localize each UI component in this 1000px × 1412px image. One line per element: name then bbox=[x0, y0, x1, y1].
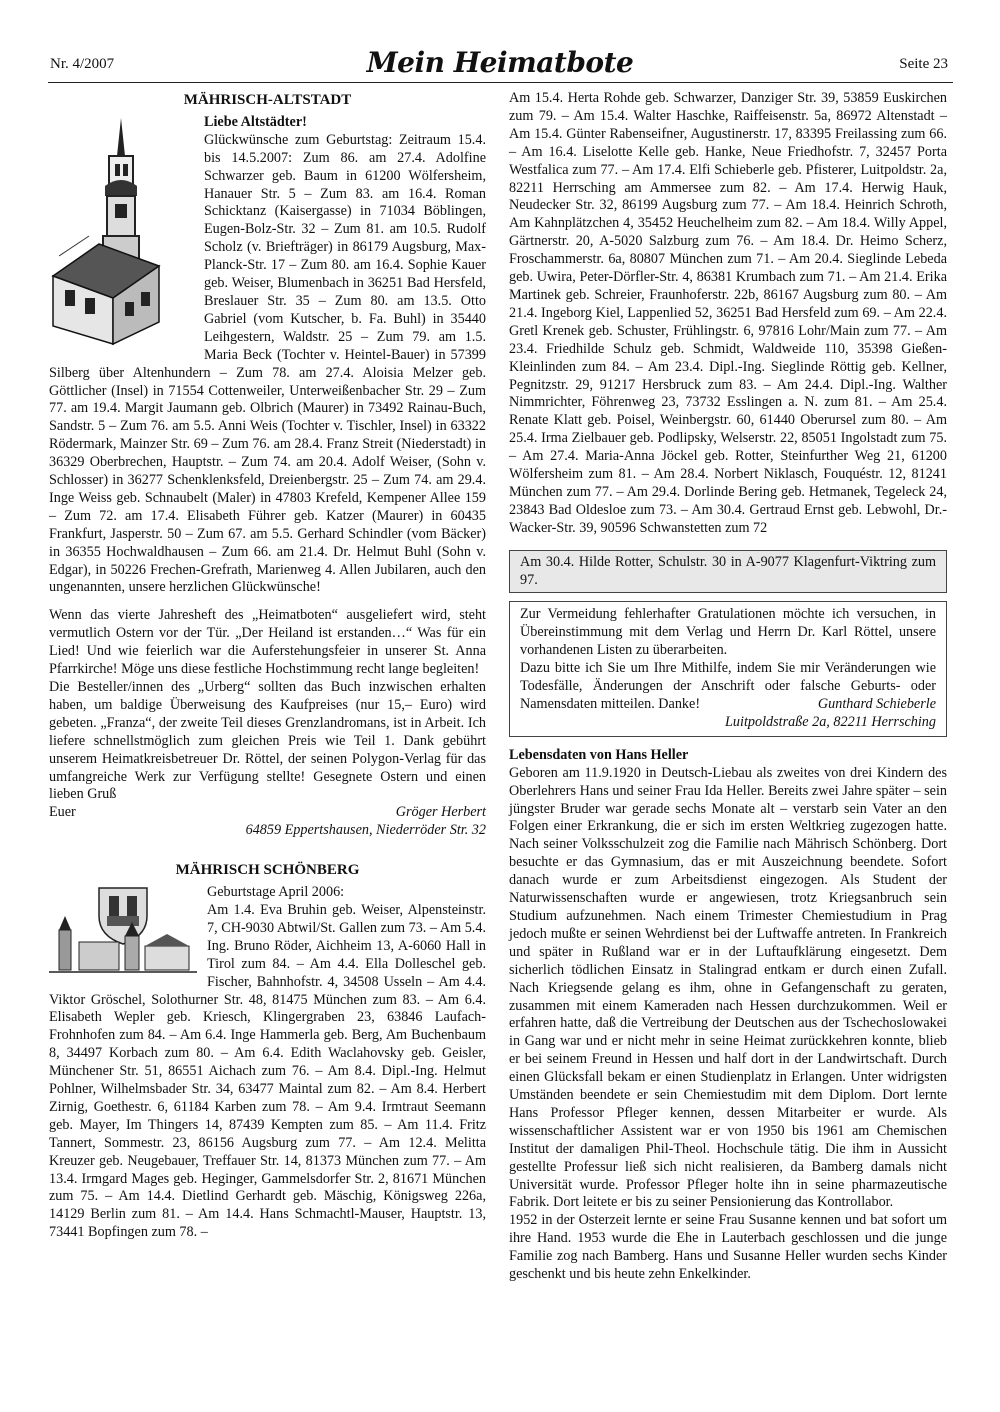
birthday-intro-schoenberg: Geburtstage April 2006: bbox=[207, 884, 345, 901]
bio-text: Geboren am 11.9.1920 in Deutsch-Liebau als zweites von drei Kindern des Oberlehrers Hans und seiner Frau Ida Heller. Bereits zwei Jahre später – sein jüngster Bruder war gerade sechs Monate alt – verstarb sein Vater an den Folgen einer Erkrankung, die er sich im ersten Weltkrieg zugezogen hatte. Nach seiner Volksschulzeit zog die Familie nach Mährisch Schönberg. Dort besuchte er das Gymnasium, das er mit Auszeichnung beendete. Sofort danach wurde er zum Arbeitsdienst eingezogen. Als Student der Naturwissenschaften wurde er angewiesen, trotz Kriegsanbruch sein Studium aufzunehmen. Nach einem Trimester Chemiestudium in Prag jedoch mußte er seinen Wehrdienst bei der Luftwaffe antreten. In Frankreich und später in Rußland war er in der Luftaufklärung eingesetzt. Dem sicherlich tödlichen Einsatz in Stalingrad entkam er durch einen Zufall. Nach Kriegsende gelang es ihm, ohne in Gefangenschaft zu geraten, zusammen mit einem Kameraden nach Hessen durchzukommen. Weil er erfahren hatte, daß die Vertreibung der Deutschen aus der Tschechoslowakei in Gang war und er nicht mehr in seine Heimat zurückkehren konnte, blieb er bei seinem Freund in Hessen und half dort in der Landwirtschaft. Durch einen Glücksfall bekam er einen Studienplatz in Erlangen. Unter widrigsten Umständen beendete er sein Chemiestudim mit dem Diplom. Dort lernte Hans Professor Pfleger kennen, dessen Mitarbeiter er wurde. Als wissenschaftlicher Assistent war er von 1950 bis 1961 am Chemischen Institut der damaligen Phil-Theol. Hochschule tätig. Die ihm in Aussicht gestellte Professur ließ sich nicht realisieren, da Bamberg damals nicht Universität wurde. Professor Pfleger holte ihn in seine pharmazeutische Fabrik. Dort leitete er bis zu seiner Pensionierung das Kontrollabor. bbox=[509, 764, 947, 1211]
signature-row bbox=[49, 804, 486, 822]
book-paragraph: Die Besteller/innen des „Urberg“ sollten das Buch inzwischen erhalten haben, um baldige Überweisung des Kaufpreises (nur 15,– Euro) wird gebeten. „Franza“, der zweite Teil dieses Grenzlandromans, ist in Arbeit. Ich liefere schnellstmöglich zum gleichen Preis wie Teil 1. Dank gebührt unserem Heimatkreisbetreuer Dr. Röttel, der seinen Polygon-Verlag für das umfangreiche Werk zur Verfügung stellte! Gesegnete Ostern und einen lieben Gruß bbox=[49, 679, 486, 803]
birthday-list-continued: Am 15.4. Herta Rohde geb. Schwarzer, Danziger Str. 39, 53859 Euskirchen zum 79. – Am 15.4. Walter Haschke, Raiffeisenstr. 5a, 86972 Altenstadt – Am 15.4. Günter Rabenseifner, Augustinerstr. 17, 83395 Freilassing zum 66. – Am 16.4. Liselotte Kelle geb. Hanke, Neue Friedhofstr. 7, 32457 Porta Westfalica zum 77. – Am 17.4. Elfi Schieberle geb. Pfisterer, Luitpoldstr. 2a, 82211 Herrsching am Ammersee zum 82. – Am 17.4. Herwig Hauk, Neudecker Str. 32, 86199 Augsburg zum 77. – Am 18.4. Heinrich Schroth, Am Kahnplätzchen 4, 35452 Heuchelheim zum 82. – Am 18.4. Willy Appel, Gärtnerstr. 20, A-5020 Salzburg zum 76. – Am 18.4. Dr. Heimo Scherz, Froschammerstr. 6a, 80807 München zum 71. – Am 20.4. Sieglinde Lebeda geb. Uwira, Peter-Dörfler-Str. 4, 86381 Krumbach zum 71. – Am 21.4. Erika Martinek geb. Schreier, Fraunhoferstr. 22b, 86167 Augsburg zum 80. – Am 21.4. Ingeborg Kiel, Lappenlied 52, 36251 Bad Hersfeld zum 69. – Am 22.4. Gretl Krenek geb. Schuster, Frühlingstr. 6, 97816 Lohr/Main zum 77. – Am 23.4. Friedhilde Schulz geb. Schmidt, Waldweide 110, 35398 Gießen-Kleinlinden zum 84. – Am 23.4. Dipl.-Ing. Sieglinde Röttig geb. Kellner, Pegnitzstr. 29, 91217 Hersbruck zum 83. – Am 24.4. Dipl.-Ing. Walther Nimmrichter, Föhrenweg 23, 73732 Esslingen a. N. zum 81. – Am 25.4. Renate Klatt geb. Poisel, Weinbergstr. 60, 61440 Oberursel zum 80. – Am 25.4. Irma Zielbauer geb. Podlipsky, Welserstr. 22, 85051 Ingolstadt zum 75. – Am 27.4. Maria-Anna Jöckel geb. Rotter, Steinfurther Weg 21, 61200 Wölfersheim zum 81. – Am 28.4. Norbert Niklasch, Fouquéstr. 12, 81241 München zum 77. – Am 29.4. Dorlinde Bering geb. Hetmanek, Tegeleck 24, 23843 Bad Oldesloe zum 73. – Am 30.4. Gertraud Ernst geb. Lebwohl, Dr.-Wacker-Str. 39, 90596 Schwanstetten zum 72 bbox=[509, 90, 947, 536]
notice-text: Dazu bitte ich Sie um Ihre Mithilfe, indem Sie mir Veränderungen wie Todesfälle, Änderungen der Anschrift oder falsche Geburts- oder Namensdaten mitteilen. Danke! bbox=[520, 660, 936, 712]
page-number: Seite 23 bbox=[899, 56, 948, 72]
masthead-logo: Mein Heimatbote bbox=[366, 46, 634, 79]
notice-address: Luitpoldstraße 2a, 82211 Herrsching bbox=[725, 713, 936, 730]
left-column bbox=[49, 90, 486, 1242]
right-column bbox=[509, 90, 947, 1284]
notice-paragraph-2 bbox=[520, 660, 936, 714]
issue-number: Nr. 4/2007 bbox=[50, 56, 115, 72]
spacer bbox=[49, 840, 486, 850]
highlight-box-97th bbox=[509, 550, 947, 594]
notice-box bbox=[509, 601, 947, 736]
section-title-schoenberg: MÄHRISCH SCHÖNBERG bbox=[175, 862, 360, 879]
easter-paragraph: Wenn das vierte Jahresheft des „Heimatboten“ ausgeliefert wird, steht vermutlich Ostern vor der Tür. „Der Heiland ist erstanden…“ Was für ein Lied! Und wie feierlich war die Auferstehungsfeier in unserer St. Anna Pfarrkirche! Möge uns diese festliche Hochstimmung recht lange begleiten! bbox=[49, 607, 486, 678]
signature-euer: Euer bbox=[49, 804, 76, 821]
header-rule bbox=[48, 82, 953, 83]
highlight-box-text: Am 30.4. Hilde Rotter, Schulstr. 30 in A-9077 Klagenfurt-Viktring zum 97. bbox=[520, 553, 936, 588]
birthday-list-schoenberg: Am 1.4. Eva Bruhin geb. Weiser, Alpensteinstr. 7, CH-9030 Abtwil/St. Gallen zum 73. – Am 5.4. Ing. Bruno Röder, Aichheim 13, A-6060 Hall in Tirol zum 84. – Am 4.4. Ella Dolleschel geb. Fischer, Bahnhofstr. 4, 34508 Usseln – Am 4.4. Viktor Gröschel, Solothurner Str. 48, 81475 München zum 83. – Am 6.4. Elisabeth Wepler geb. Kriesch, Klingergraben 23, 63846 Laufach-Frohnhofen zum 84. – Am 6.4. Inge Hammerla geb. Berg, Am Buchenbaum 8, 34497 Korbach zum 80. – Am 6.4. Edith Waclahovsky geb. Geisler, Münchener Str. 51, 86551 Aichach zum 76. – Am 8.4. Dipl.-Ing. Helmut Pohlner, Wilhelmsbader Str. 34, 63477 Maintal zum 82. – Am 8.4. Herbert Zirnig, Goethestr. 6, 61184 Karben zum 78. – Am 9.4. Irmtraut Seemann geb. Mayer, Im Thingers 14, 87439 Kempten zum 85. – Am 11.4. Fritz Tannert, Sommestr. 23, 86156 Augsburg zum 77. – Am 12.4. Melitta Kreuzer geb. Neugebauer, Treffauer Str. 14, 81373 München zum 77. – Am 13.4. Irmgard Mages geb. Heginger, Gammelsdorfer Str. 2, 81671 München zum 75. – Am 14.4. Dietlind Gerhardt geb. Mäschig, Königsweg 226a, 14129 Berlin zum 81. – Am 14.4. Hans Schmachtl-Mauser, Hauptstr. 13, 73441 Bopfingen zum 78. – bbox=[49, 901, 486, 1241]
signature-address: 64859 Eppertshausen, Niederröder Str. 32 bbox=[245, 822, 486, 839]
notice-paragraph-1: Zur Vermeidung fehlerhafter Gratulationen möchte ich versuchen, in Übereinstimmung mit dem Verlag und Herrn Dr. Karl Röttel, unsere vorhandenen Listen zu überarbeiten. bbox=[520, 606, 936, 659]
town-coat-of-arms-illustration bbox=[49, 886, 197, 978]
signature-name: Gröger Herbert bbox=[395, 804, 486, 821]
church-illustration bbox=[49, 116, 194, 346]
spacer bbox=[49, 597, 486, 607]
bio-title: Lebensdaten von Hans Heller bbox=[509, 746, 689, 763]
notice-signature: Gunthard Schieberle bbox=[817, 696, 936, 712]
spacer bbox=[49, 850, 486, 860]
section-title-altstadt: MÄHRISCH-ALTSTADT bbox=[183, 92, 352, 108]
greeting: Liebe Altstädter! bbox=[204, 113, 307, 130]
birthday-list-altstadt: Glückwünsche zum Geburtstag: Zeitraum 15.4. bis 14.5.2007: Zum 86. am 27.4. Adolfine Schwarzer geb. Baum in 61200 Wölfersheim, Hanauer Str. 5 – Zum 83. am 16.4. Roman Schicktanz (Kaisergasse) in 71034 Böblingen, Eugen-Bolz-Str. 32 – Zum 81. am 10.5. Rudolf Scholz (v. Briefträger) in 86179 Augsburg, Max-Planck-Str. 17 – Zum 80. am 16.4. Sophie Kauer geb. Weiser, Blumenbach in 36251 Bad Hersfeld, Breslauer Str. 35 – Zum 80. am 13.5. Otto Gabriel (vom Kutscher, b. Fa. Buhl) in 35440 Leihgestern, Waldstr. 25 – Zum 79. am 1.5. Maria Beck (Tochter v. Heintel-Bauer) in 57399 Silberg über Altenhundern – Zum 78. am 27.4. Aloisia Melzer geb. Göttlicher (Insel) in 71554 Cottenweiler, Unterweißenbacher Str. 29 – Zum 77. am 19.4. Margit Jaumann geb. Olbrich (Maurer) in 73492 Rainau-Buch, Sandstr. 5 – Zum 76. am 5.5. Anni Weis (Tochter v. Tischler, Insel) in 63322 Rödermark, Mainzer Str. 69 – Zum 76. am 28.4. Franz Streit (Niederstadt) in 36329 Oberbrechen, Hauptstr. – Zum 74. am 20.4. Adolf Weiser, (Sohn v. Schlosser) in 36277 Schenklenksfeld, Dreienbergstr. 25 – Zum 74. am 29.4. Inge Weiss geb. Schnaubelt (Maler) in 47803 Krefeld, Kempener Allee 159 – Zum 72. am 17.4. Elisabeth Führer geb. Katzer (Maurer) in 60435 Frankfurt, Jasperstr. 50 – Zum 67. am 5.5. Gerhard Schindler (vom Bäcker) in 36355 Hochwaldhausen – Zum 66. am 21.4. Dr. Helmut Buhl (Sohn v. Edgar), in 50226 Frechen-Grefrath, Marienweg 4. Allen Jubilaren, auch den ungenannten, unsere herzlichen Glückwünsche! bbox=[49, 131, 486, 596]
bio-text-2: 1952 in der Osterzeit lernte er seine Frau Susanne kennen und bat sofort um ihre Hand. 1953 wurde die Ehe in Lauterbach geschlossen und die junge Familie zog nach Bamberg. Hans und Susanne Heller wurden sechs Kinder geschenkt und bis heute zehn Enkelkinder. bbox=[509, 1212, 947, 1283]
